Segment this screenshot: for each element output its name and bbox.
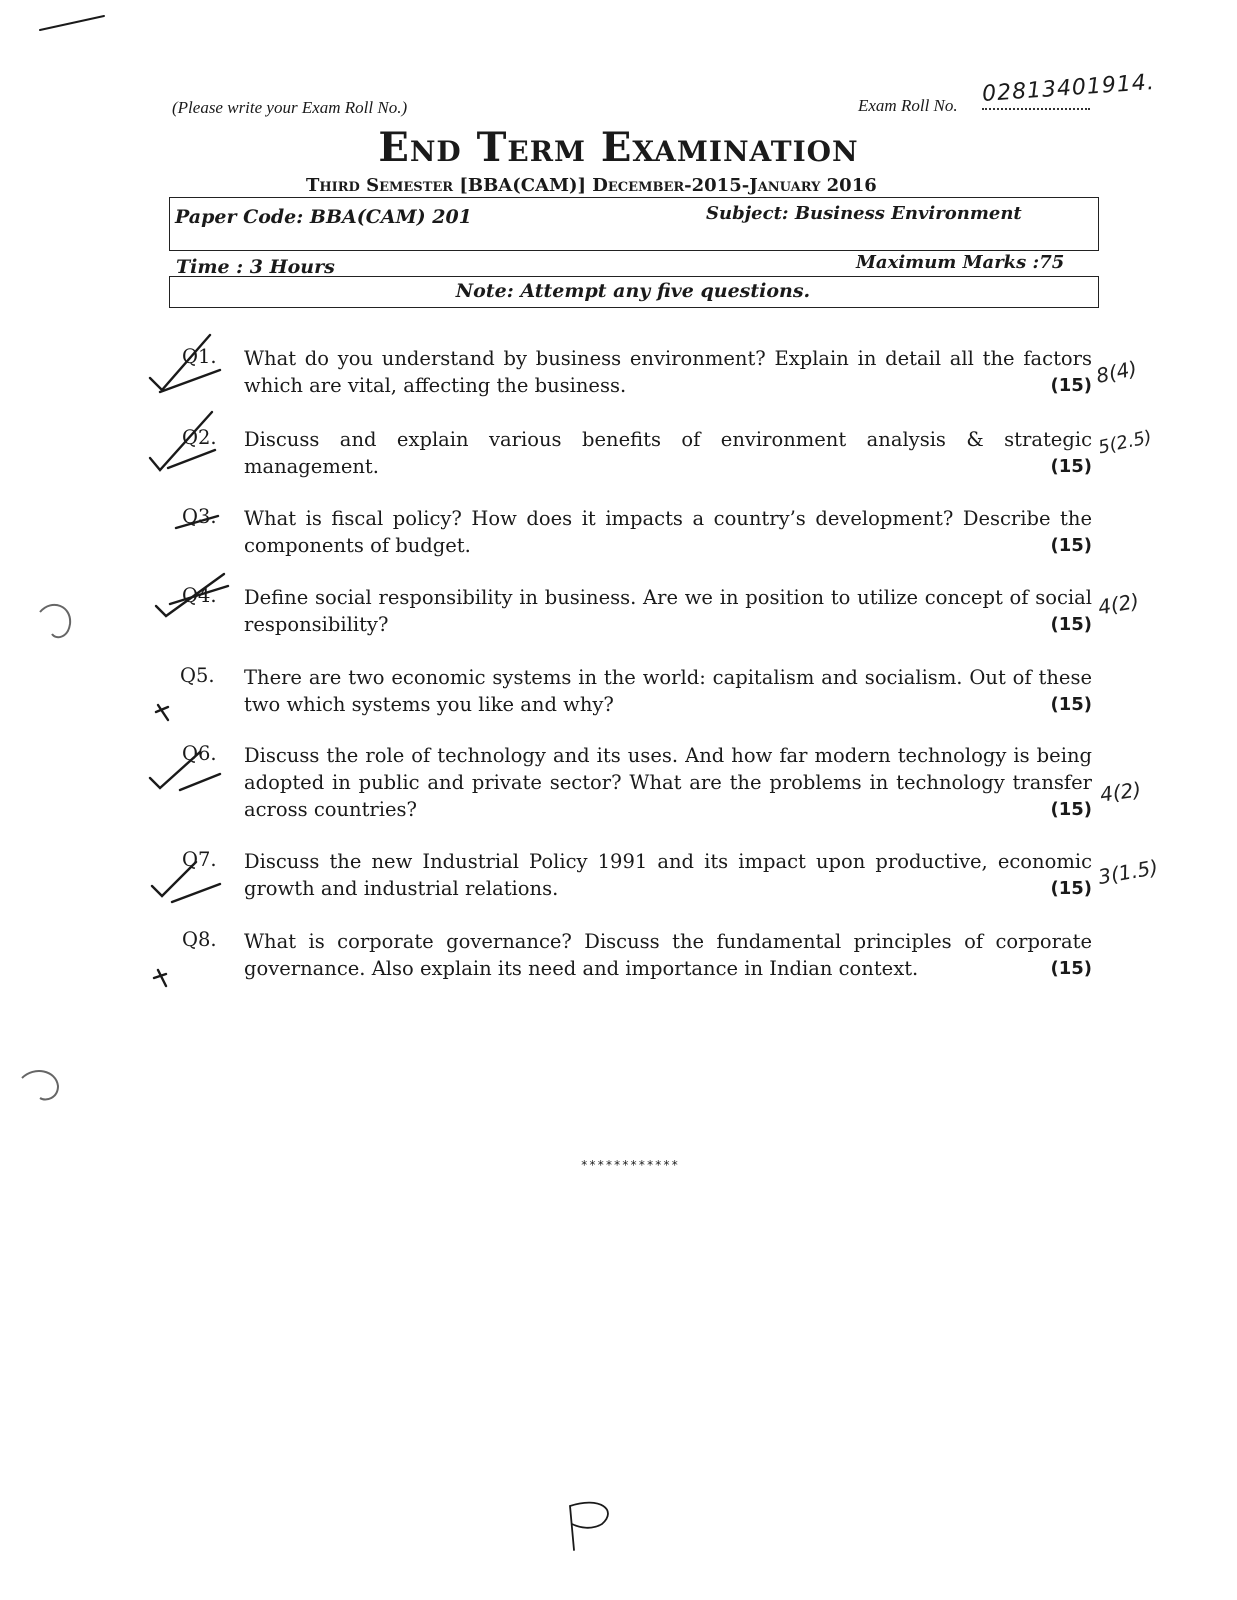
handwritten-letter-p xyxy=(570,1503,608,1550)
question-text: Discuss the new Industrial Policy 1991 and its impact upon productive, economic growth and industrial relations. xyxy=(244,850,1092,900)
tick-mark xyxy=(150,752,200,788)
question-number: Q2. xyxy=(182,426,217,449)
tick-mark xyxy=(152,862,196,896)
handwritten-score: 8(4) xyxy=(1093,355,1140,389)
subject: Subject: Business Environment xyxy=(706,203,1022,224)
handwritten-score: 4(2) xyxy=(1096,588,1141,620)
question-text: Define social responsibility in business. Are we in position to utilize concept of social responsibility? xyxy=(244,586,1092,636)
semester-subtitle: Third Semester [BBA(CAM)] December-2015-January 2016 xyxy=(306,175,877,196)
question-number: Q8. xyxy=(182,928,217,951)
exam-roll-value: 02813401914. xyxy=(981,69,1156,108)
question-text: Discuss the role of technology and its uses. And how far modern technology is being adopted in public and private sector? What are the problems in technology transfer across countries? xyxy=(244,744,1092,821)
instruction-note: Note: Attempt any five questions. xyxy=(455,280,811,302)
maximum-marks: Maximum Marks :75 xyxy=(856,252,1065,273)
tick-mark xyxy=(150,412,212,470)
page-title: End Term Examination xyxy=(378,124,859,171)
question-marks: (15) xyxy=(1050,375,1092,396)
question-marks: (15) xyxy=(1050,694,1092,715)
question-number: Q5. xyxy=(180,664,215,687)
question-text: Discuss and explain various benefits of environment analysis & strategic management. xyxy=(244,428,1092,478)
handwritten-score: 5(2.5) xyxy=(1096,426,1154,459)
question-number: Q7. xyxy=(182,848,217,871)
question-text: What is corporate governance? Discuss the fundamental principles of corporate governance. Also explain its need and importance in Indian context. xyxy=(244,930,1092,980)
pen-stroke xyxy=(40,16,104,30)
strike-mark xyxy=(170,586,228,604)
cross-mark xyxy=(156,705,168,720)
paper-code: Paper Code: BBA(CAM) 201 xyxy=(175,206,472,228)
question-number: Q1. xyxy=(182,345,217,368)
question-text: What is fiscal policy? How does it impacts a country’s development? Describe the components of budget. xyxy=(244,507,1092,557)
question-number: Q4. xyxy=(182,584,217,607)
question-text: What do you understand by business environment? Explain in detail all the factors which are vital, affecting the business. xyxy=(244,347,1092,397)
strike-mark xyxy=(172,884,220,902)
tick-mark xyxy=(150,335,210,390)
question-number: Q3. xyxy=(182,505,217,528)
question-marks: (15) xyxy=(1050,878,1092,899)
question-number: Q6. xyxy=(182,742,217,765)
exam-time: Time : 3 Hours xyxy=(176,256,335,278)
handwritten-score: 4(2) xyxy=(1098,777,1143,807)
question-marks: (15) xyxy=(1050,958,1092,979)
handwritten-score: 3(1.5) xyxy=(1096,854,1160,890)
question-marks: (15) xyxy=(1050,614,1092,635)
strike-mark xyxy=(176,516,218,528)
punch-hole xyxy=(22,1071,58,1099)
cross-mark xyxy=(154,970,166,986)
strike-mark xyxy=(180,774,220,790)
roll-number-hint: (Please write your Exam Roll No.) xyxy=(172,98,408,117)
punch-hole xyxy=(40,605,70,637)
question-marks: (15) xyxy=(1050,799,1092,820)
question-marks: (15) xyxy=(1050,456,1092,477)
tick-mark xyxy=(156,574,224,616)
end-separator: ************ xyxy=(580,1158,680,1172)
question-text: There are two economic systems in the world: capitalism and socialism. Out of these two which systems you like and why? xyxy=(244,666,1092,716)
question-marks: (15) xyxy=(1050,535,1092,556)
exam-roll-label: Exam Roll No. xyxy=(858,96,958,115)
